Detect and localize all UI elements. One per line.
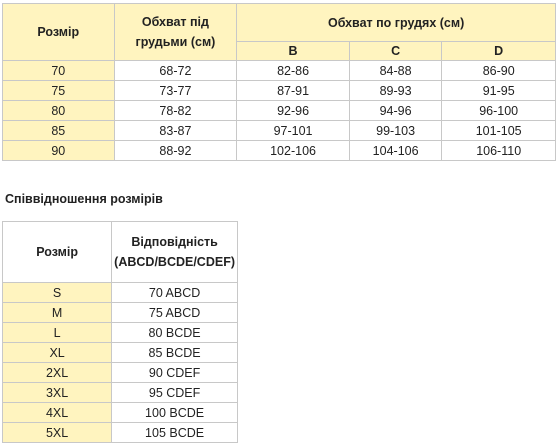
- size-cell: 4XL: [3, 403, 112, 423]
- bust-b-cell: 92-96: [237, 101, 350, 121]
- bust-d-cell: 106-110: [442, 141, 556, 161]
- bust-b-cell: 87-91: [237, 81, 350, 101]
- correspondence-cell: 95 CDEF: [112, 383, 238, 403]
- underbust-cell: 83-87: [114, 121, 237, 141]
- table-row: [3, 141, 556, 161]
- bust-d-cell: 96-100: [442, 101, 556, 121]
- size-cell: M: [3, 303, 112, 323]
- bust-d-cell: 91-95: [442, 81, 556, 101]
- size-cell: 70: [3, 61, 115, 81]
- table-row: [3, 283, 238, 303]
- size-cell: 85: [3, 121, 115, 141]
- table-row: [3, 121, 556, 141]
- size-table-header-row: [3, 4, 556, 42]
- correspondence-header-row: [3, 222, 238, 283]
- correspondence-cell: 105 BCDE: [112, 423, 238, 443]
- correspondence-cell: 70 ABCD: [112, 283, 238, 303]
- size-cell: 2XL: [3, 363, 112, 383]
- cup-b-header: B: [237, 42, 350, 61]
- bust-c-cell: 84-88: [349, 61, 442, 81]
- table-row: [3, 61, 556, 81]
- underbust-header: Обхват під грудьми (см): [114, 4, 237, 61]
- underbust-cell: 73-77: [114, 81, 237, 101]
- correspondence-cell: 85 BCDE: [112, 343, 238, 363]
- bust-c-cell: 89-93: [349, 81, 442, 101]
- correspondence-table: [2, 221, 238, 443]
- table-row: [3, 303, 238, 323]
- bust-c-cell: 94-96: [349, 101, 442, 121]
- correspondence-cell: 80 BCDE: [112, 323, 238, 343]
- correspondence-cell: 90 CDEF: [112, 363, 238, 383]
- cup-d-header: D: [442, 42, 556, 61]
- cup-c-header: C: [349, 42, 442, 61]
- table-row: [3, 81, 556, 101]
- size-cell: 90: [3, 141, 115, 161]
- bust-c-cell: 99-103: [349, 121, 442, 141]
- size-cell: L: [3, 323, 112, 343]
- underbust-cell: 68-72: [114, 61, 237, 81]
- size-cell: 75: [3, 81, 115, 101]
- size-header: Розмір: [3, 4, 115, 61]
- correspondence-cell: 100 BCDE: [112, 403, 238, 423]
- table-row: [3, 383, 238, 403]
- table-row: [3, 423, 238, 443]
- bust-header: Обхват по грудях (см): [237, 4, 556, 42]
- section-subtitle: Співвідношення розмірів: [5, 192, 163, 206]
- size-cell: XL: [3, 343, 112, 363]
- size-cell: 3XL: [3, 383, 112, 403]
- bust-c-cell: 104-106: [349, 141, 442, 161]
- bust-d-cell: 86-90: [442, 61, 556, 81]
- size-table: [2, 3, 556, 161]
- size-cell: 5XL: [3, 423, 112, 443]
- underbust-cell: 88-92: [114, 141, 237, 161]
- correspondence-header: Відповідність (ABCD/BCDE/CDEF): [112, 222, 238, 283]
- table-row: [3, 101, 556, 121]
- table-row: [3, 323, 238, 343]
- bust-b-cell: 97-101: [237, 121, 350, 141]
- table-row: [3, 343, 238, 363]
- bust-b-cell: 102-106: [237, 141, 350, 161]
- size-cell: 80: [3, 101, 115, 121]
- table-row: [3, 403, 238, 423]
- size-cell: S: [3, 283, 112, 303]
- table-row: [3, 363, 238, 383]
- size-header: Розмір: [3, 222, 112, 283]
- bust-b-cell: 82-86: [237, 61, 350, 81]
- bust-d-cell: 101-105: [442, 121, 556, 141]
- underbust-cell: 78-82: [114, 101, 237, 121]
- correspondence-cell: 75 ABCD: [112, 303, 238, 323]
